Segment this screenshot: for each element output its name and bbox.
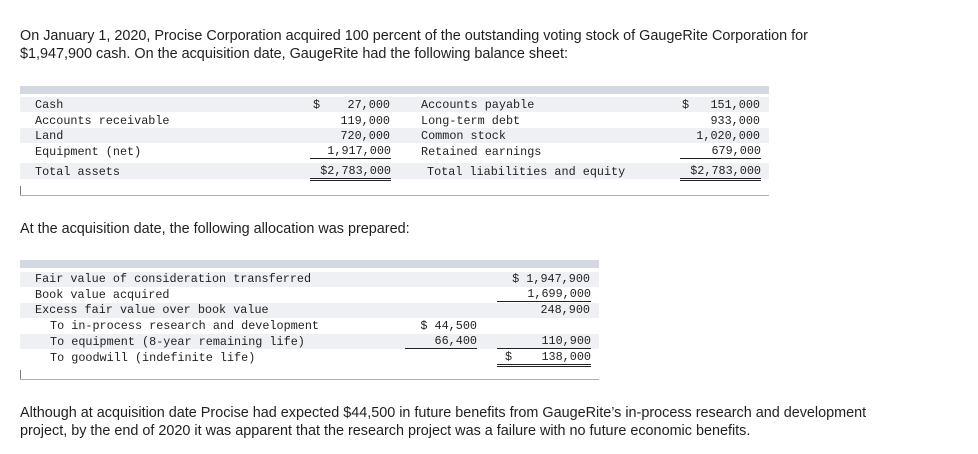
asset-label: Cash [35,98,64,112]
asset-amount: 119,000 [340,114,390,128]
table-bottom-line [20,195,769,196]
row-band [20,97,769,112]
liability-label: Accounts payable [421,98,535,112]
allocation-total: $ 1,947,900 [512,272,590,286]
liability-amount: 679,000 [680,144,761,159]
table-top-bar [20,86,769,94]
asset-label: Accounts receivable [35,114,170,128]
allocation-label: To in-process research and development [50,319,320,333]
liability-label: Common stock [421,129,506,143]
allocation-total: 1,699,000 [497,287,591,302]
closing-line-1: Although at acquisition date Procise had expected $44,500 in future benefits from GaugeRite’s in-process research and development [20,405,867,421]
allocation-sub-amount: $ 44,500 [420,319,477,333]
table-bottom-line [20,379,599,380]
asset-label: Equipment (net) [35,145,142,159]
total-liabilities-label: Total liabilities and equity [427,165,626,179]
liability-label: Retained earnings [421,145,542,159]
asset-amount: 720,000 [340,129,390,143]
total-liabilities-amount: $2,783,000 [680,164,761,181]
intro-line-1: On January 1, 2020, Procise Corporation acquired 100 percent of the outstanding voting stock of GaugeRite Corporation for [20,28,808,44]
closing-line-2: project, by the end of 2020 it was apparent that the research project was a failure with no future economic benefits. [20,423,751,439]
asset-label: Land [35,129,64,143]
allocation-label: Excess fair value over book value [35,303,269,317]
row-band [20,163,769,179]
total-assets-amount: $2,783,000 [310,164,391,181]
allocation-intro: At the acquisition date, the following allocation was prepared: [20,221,410,237]
allocation-sub-amount: 66,400 [405,334,477,349]
liability-label: Long-term debt [421,114,521,128]
asset-amount: 1,917,000 [310,144,391,159]
allocation-label: Fair value of consideration transferred [35,272,312,286]
total-assets-label: Total assets [35,165,120,179]
intro-line-2: $1,947,900 cash. On the acquisition date, GaugeRite had the following balance sheet: [20,46,569,62]
liability-amount: 1,020,000 [696,129,760,143]
dollar-sign: $ [313,98,321,112]
allocation-total: 138,000 [497,350,591,367]
dollar-sign: $ [682,98,690,112]
row-band [20,128,769,143]
allocation-total: 110,900 [497,334,591,349]
dollar-sign: $ [505,350,513,364]
allocation-label: To goodwill (indefinite life) [50,351,256,365]
allocation-total: 248,900 [540,303,590,317]
liability-amount: 933,000 [710,114,760,128]
asset-amount: 27,000 [347,98,390,112]
allocation-label: Book value acquired [35,288,170,302]
allocation-label: To equipment (8-year remaining life) [50,335,305,349]
liability-amount: 151,000 [710,98,760,112]
table-top-bar [20,260,599,268]
